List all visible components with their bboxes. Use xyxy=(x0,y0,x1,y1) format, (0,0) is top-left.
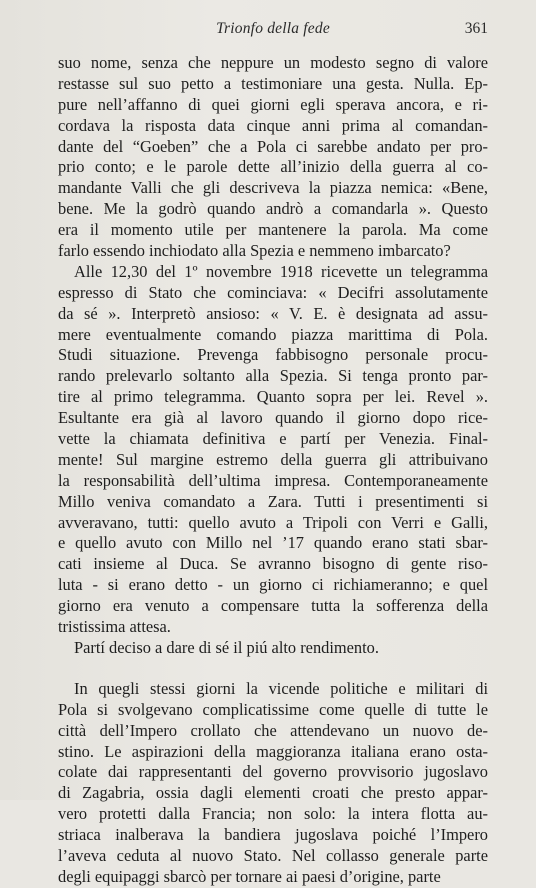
text-line: In quegli stessi giorni la vicende politiche e militari di xyxy=(74,678,488,698)
text-line: Studi situazione. Prevenga fabbisogno personale procu- xyxy=(58,345,488,365)
paragraph-gap xyxy=(58,659,488,679)
text-line: pure nell’affanno di quei giorni egli sperava ancora, e ri- xyxy=(58,94,488,114)
text-line: striaca inalberava la bandiera jugoslava poiché l’Impero xyxy=(58,825,488,845)
text-line: mere eventualmente comando piazza marittima di Pola. xyxy=(58,324,488,344)
text-line: di Zagabria, ossia dagli elementi croati che presto appar- xyxy=(58,783,488,803)
text-line: da sé ». Interpretò ansioso: « V. E. è designata ad assu- xyxy=(58,303,488,323)
paragraph xyxy=(58,262,488,638)
text-line: era il momento utile per mantenere la parola. Ma come xyxy=(58,220,488,240)
text-line: stino. Le aspirazioni della maggioranza italiana erano osta- xyxy=(58,741,488,761)
text-line: cati insieme al Duca. Se avranno bisogno di gente riso- xyxy=(58,554,488,574)
text-line: città dell’Impero crollato che attendevano un nuovo de- xyxy=(58,720,488,740)
text-line: rando prelevarlo soltanto alla Spezia. Si tenga pronto par- xyxy=(58,366,488,386)
text-line: luta - si erano detto - un giorno ci richiameranno; e quel xyxy=(58,575,488,595)
text-line: espresso di Stato che cominciava: « Decifri assolutamente xyxy=(58,282,488,302)
text-line: restasse sul suo petto a testimoniare una gesta. Nulla. Ep- xyxy=(58,73,488,93)
text-line: degli equipaggi sbarcò per tornare ai paesi d’origine, parte xyxy=(58,866,441,886)
text-line: cordava la risposta data cinque anni prima al comandan- xyxy=(58,115,488,135)
text-line: mandante Valli che gli descriveva la piazza nemica: «Bene, xyxy=(58,178,488,198)
running-title: Trionfo della fede xyxy=(216,20,330,37)
text-line: colate dai rappresentanti del governo provvisorio jugoslavo xyxy=(58,762,488,782)
text-line: giorno era venuto a compensare tutta la sofferenza della xyxy=(58,596,488,616)
text-line: Partí deciso a dare di sé il piú alto rendimento. xyxy=(74,637,379,657)
text-line: la responsabilità dell’ultima impresa. Contemporaneamente xyxy=(58,470,488,490)
text-line: Pola si svolgevano complicatissime come quelle di tutte le xyxy=(58,699,488,719)
text-line: mente! Sul margine estremo della guerra gli attribuivano xyxy=(58,449,488,469)
page-number: 361 xyxy=(464,20,488,37)
text-line: vero protetti dalla Francia; non solo: la intera flotta au- xyxy=(58,804,488,824)
text-line: Millo veniva comandato a Zara. Tutti i presentimenti si xyxy=(58,491,488,511)
text-line: Alle 12,30 del 1º novembre 1918 ricevette un telegramma xyxy=(74,261,488,281)
paragraph xyxy=(58,679,488,888)
text-line: avveravano, tutti: quello avuto a Tripoli con Verri e Galli, xyxy=(58,512,488,532)
text-line: e quello avuto con Millo nel ’17 quando erano stati sbar- xyxy=(58,533,488,553)
text-line: vette la chiamata definitiva e partí per Venezia. Final- xyxy=(58,429,488,449)
text-line: farlo essendo inchiodato alla Spezia e nemmeno imbarcato? xyxy=(58,241,451,261)
paragraph xyxy=(58,638,488,659)
text-line: tristissima attesa. xyxy=(58,617,171,637)
text-line: Esultante era già al lavoro quando il giorno dopo rice- xyxy=(58,408,488,428)
text-line: tire al primo telegramma. Quanto sopra per lei. Revel ». xyxy=(58,387,488,407)
text-line: l’aveva ceduta al nuovo Stato. Nel collasso generale parte xyxy=(58,845,488,865)
text-line: prio conto; e le parole dette all’inizio della guerra al co- xyxy=(58,157,488,177)
page-header xyxy=(58,20,488,40)
text-line: suo nome, senza che neppure un modesto segno di valore xyxy=(58,53,488,72)
text-line: dante del “Goeben” che a Pola ci sarebbe andato per pro- xyxy=(58,136,488,156)
paragraph xyxy=(58,53,488,262)
body-text xyxy=(58,53,488,888)
text-line: bene. Me la godrò quando andrò a comandarla ». Questo xyxy=(58,199,488,219)
